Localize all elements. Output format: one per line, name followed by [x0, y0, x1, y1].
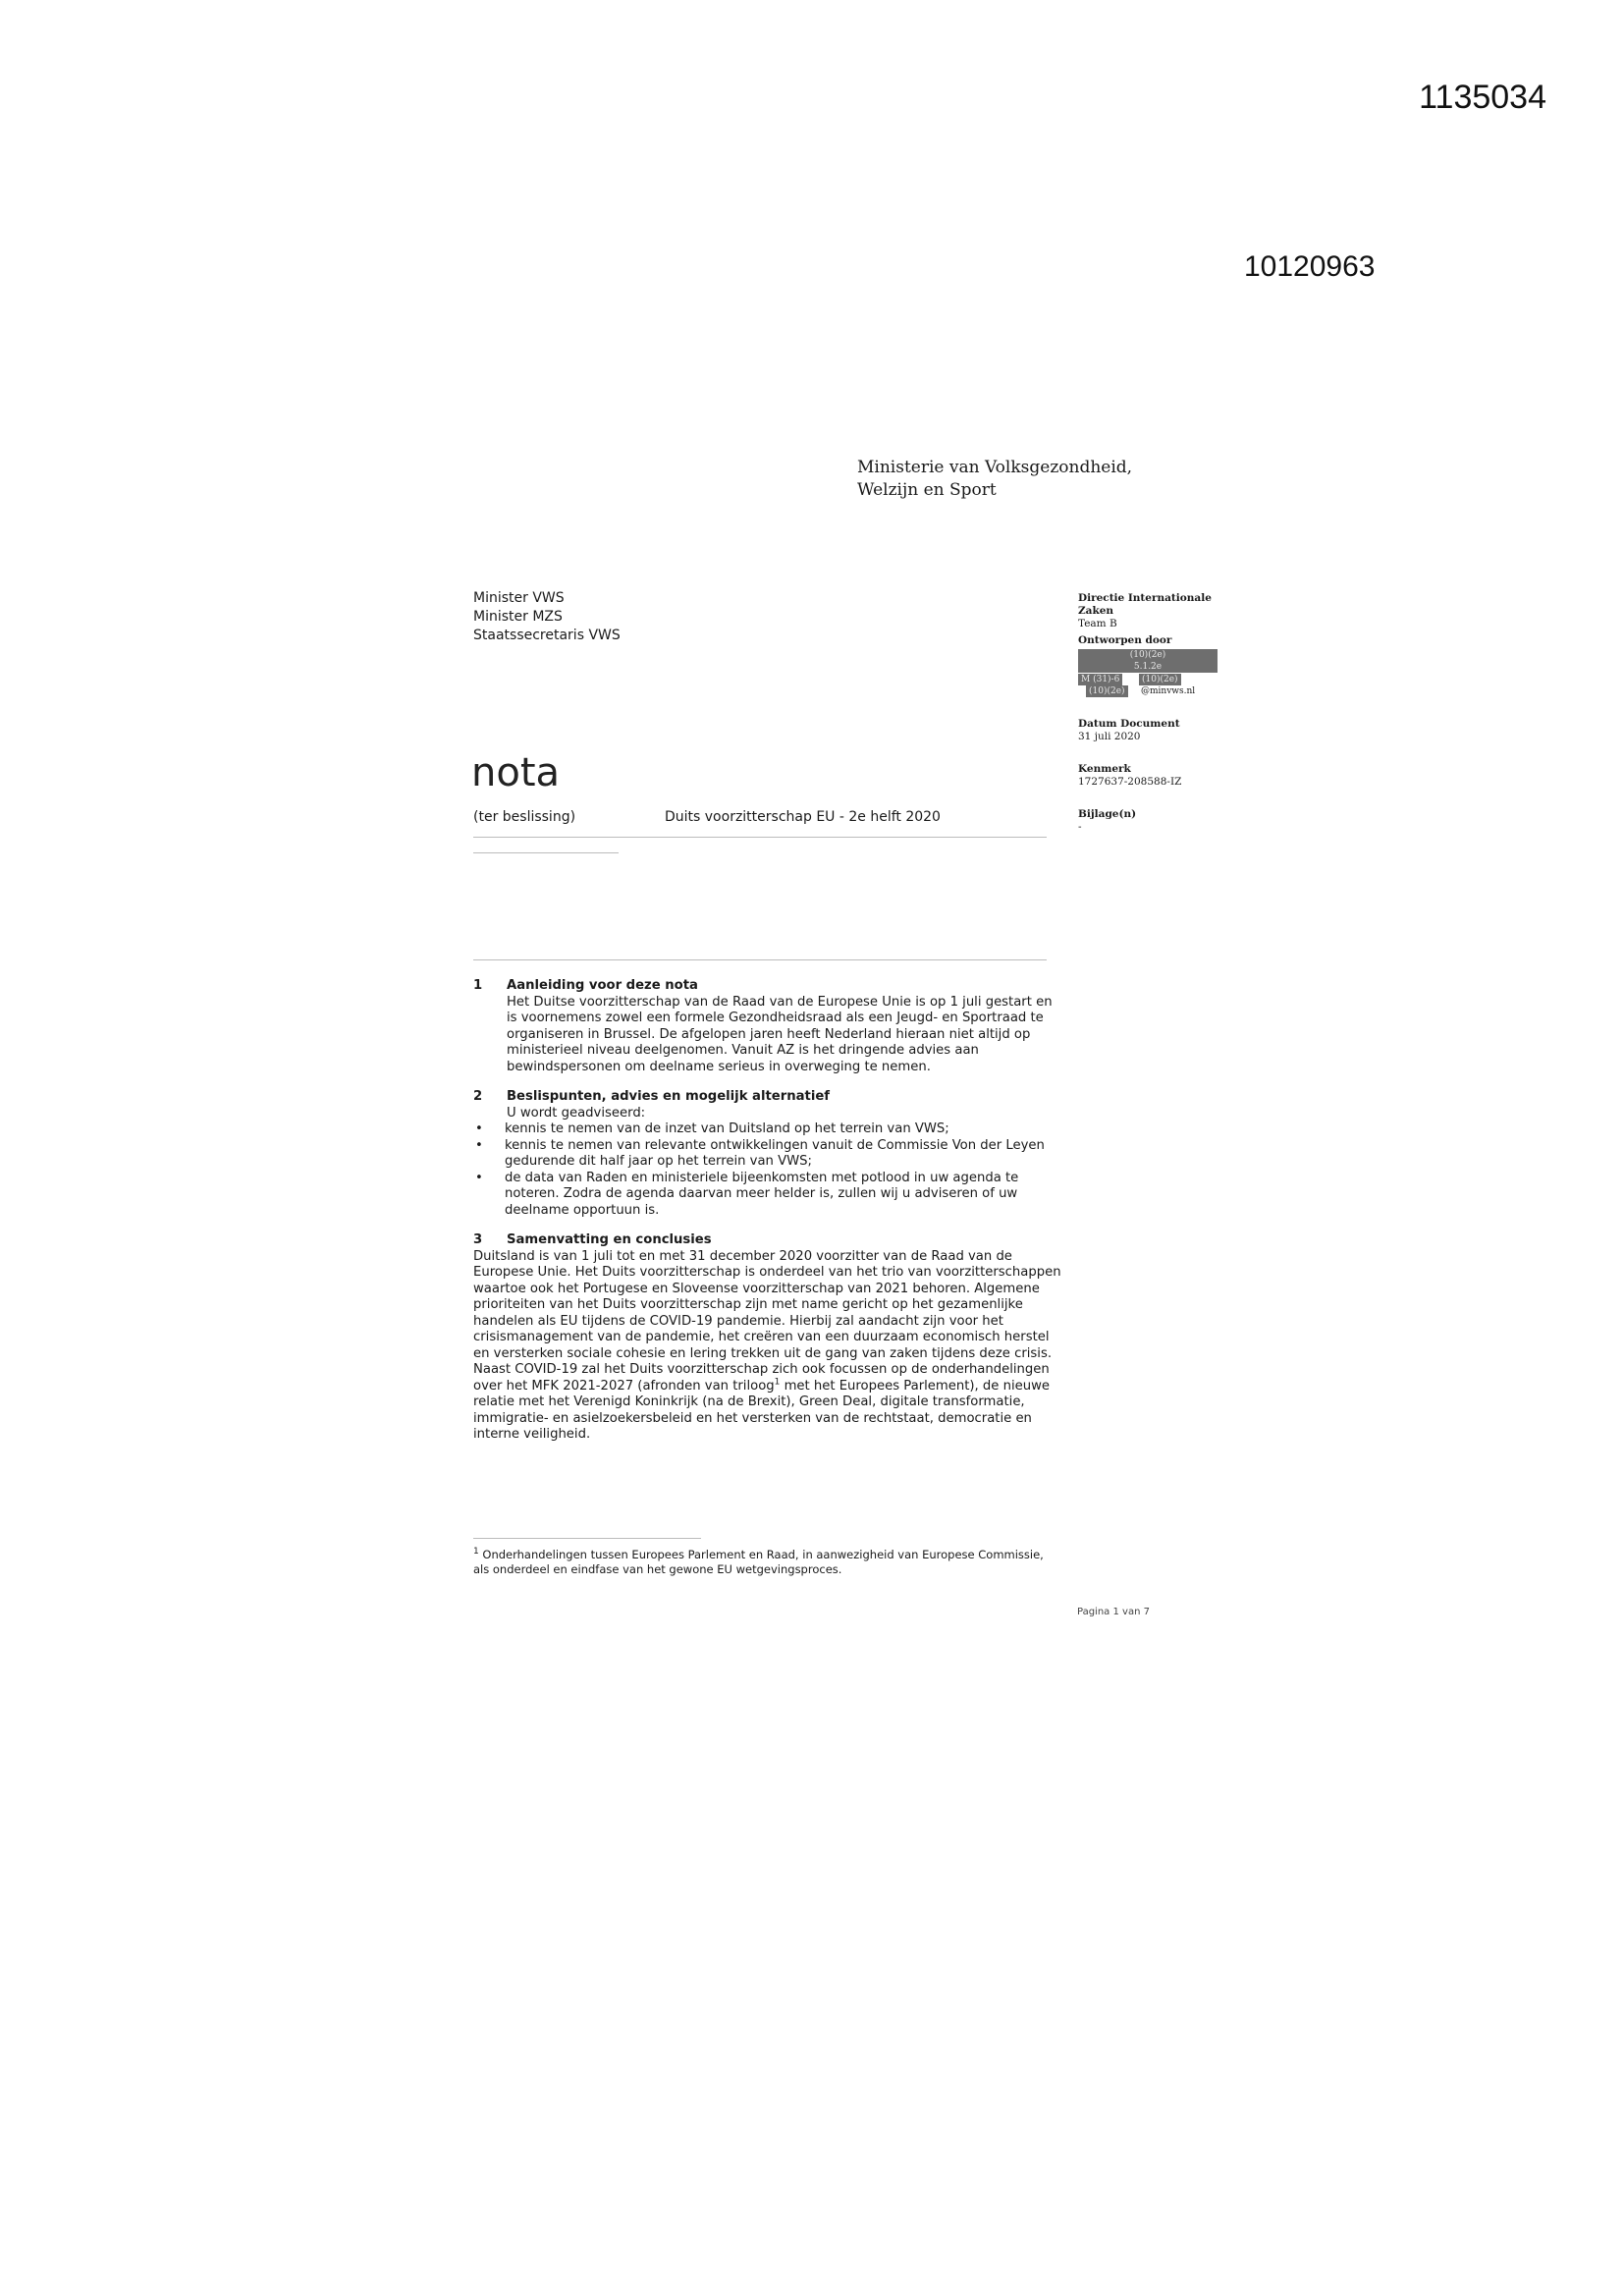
- footnote-text: Onderhandelingen tussen Europees Parlement en Raad, in aanwezigheid van Europese Commissie, als onderdeel en eindfase van het gewone EU wetgevingsproces.: [473, 1548, 1044, 1576]
- redaction-label: (10)(2e): [1129, 650, 1166, 660]
- addressee-block: [473, 589, 621, 645]
- summary-text-part-2: met het Europees Parlement), de nieuwe relatie met het Verenigd Koninkrijk (na de Brexit), Green Deal, digitale transformatie, immigratie- en asielzoekersbeleid en het versterken van de rechtstaat, democratie en interne veiligheid.: [473, 1378, 1050, 1442]
- bullet-icon: •: [475, 1170, 483, 1185]
- ministry-logo-text: [857, 457, 1132, 502]
- section-heading: [473, 978, 1062, 995]
- addressee: Staatssecretaris VWS: [473, 628, 621, 643]
- reference-number-stamp: 10120963: [1244, 250, 1376, 283]
- section-heading: [473, 1089, 1062, 1106]
- section-number: 2: [473, 1089, 483, 1104]
- body-divider: [473, 959, 1047, 960]
- designed-by-label: Ontworpen door: [1078, 634, 1172, 646]
- redacted-contact: [1078, 649, 1235, 698]
- section-number: 1: [473, 978, 483, 993]
- section-2: [473, 1089, 1062, 1219]
- section-1: [473, 978, 1062, 1075]
- ministry-line-2: Welzijn en Sport: [857, 480, 997, 500]
- advice-list: [473, 1121, 1062, 1219]
- bullet-icon: •: [475, 1121, 483, 1136]
- addressee: Minister VWS: [473, 590, 565, 606]
- document-title: nota: [471, 750, 561, 795]
- footnote: [473, 1548, 1062, 1577]
- document-status: (ter beslissing): [473, 809, 576, 825]
- ministry-line-1: Ministerie van Volksgezondheid,: [857, 458, 1133, 477]
- document-number-stamp: 1135034: [1419, 79, 1546, 116]
- title-divider: [473, 837, 1047, 838]
- footnote-reference: 1: [774, 1377, 781, 1388]
- attachments-label: Bijlage(n): [1078, 808, 1137, 820]
- short-divider: [473, 852, 619, 853]
- date-value: 31 juli 2020: [1078, 731, 1141, 742]
- section-intro: U wordt geadviseerd:: [507, 1105, 646, 1121]
- section-title: Samenvatting en conclusies: [507, 1232, 712, 1247]
- directorate-label: Directie Internationale: [1078, 592, 1212, 604]
- date-label: Datum Document: [1078, 718, 1180, 730]
- footnote-divider: [473, 1538, 701, 1539]
- list-item: [473, 1138, 1062, 1171]
- redaction-label: (10)(2e): [1139, 674, 1181, 685]
- redaction-label: 5.1.2e: [1133, 662, 1163, 672]
- list-item-text: kennis te nemen van relevante ontwikkelingen vanuit de Commissie Von der Leyen gedurende dit half jaar op het terrein van VWS;: [505, 1137, 1045, 1169]
- addressee: Minister MZS: [473, 609, 563, 625]
- section-heading: [473, 1232, 1062, 1249]
- bullet-icon: •: [475, 1137, 483, 1153]
- list-item-text: kennis te nemen van de inzet van Duitsland op het terrein van VWS;: [505, 1121, 949, 1136]
- document-body: [473, 978, 1062, 1457]
- section-3: [473, 1232, 1062, 1444]
- document-subject: Duits voorzitterschap EU - 2e helft 2020: [665, 809, 941, 825]
- document-sidebar: [1078, 592, 1235, 853]
- redaction-label: M (31)-6: [1078, 674, 1122, 685]
- reference-value: 1727637-208588-IZ: [1078, 776, 1182, 788]
- section-title: Aanleiding voor deze nota: [507, 978, 698, 993]
- footnote-number: 1: [473, 1547, 479, 1558]
- page-number: Pagina 1 van 7: [1077, 1607, 1150, 1617]
- redaction-box: [1078, 649, 1218, 673]
- summary-text-part-1: Duitsland is van 1 juli tot en met 31 december 2020 voorzitter van de Raad van de Europese Unie. Het Duits voorzitterschap is onderdeel van het trio van voorzitterschappen waartoe ook het Portugese en Sloveense voorzitterschap van 2021 behoren. Algemene prioriteiten van het Duits voorzitterschap zijn met name gericht op het gezamenlijke handelen als EU tijdens de COVID-19 pandemie. Hierbij zal aandacht zijn voor het crisismanagement van de pandemie, het creëren van een duurzaam economisch herstel en versterken sociale cohesie en lering trekken uit de gang van zaken tijdens deze crisis. Naast COVID-19 zal het Duits voorzitterschap zich ook focussen op de onderhandelingen over het MFK 2021-2027 (afronden van triloog: [473, 1248, 1061, 1394]
- list-item: [473, 1171, 1062, 1220]
- directorate-label-2: Zaken: [1078, 605, 1114, 617]
- reference-label: Kenmerk: [1078, 763, 1131, 775]
- section-title: Beslispunten, advies en mogelijk alternatief: [507, 1089, 831, 1104]
- section-text: Het Duitse voorzitterschap van de Raad van de Europese Unie is op 1 juli gestart en is voornemens zowel een formele Gezondheidsraad als een Jeugd- en Sportraad te organiseren in Brussel. De afgelopen jaren heeft Nederland hieraan niet altijd op ministerieel niveau deelgenomen. Vanuit AZ is het dringende advies aan bewindspersonen om deelname serieus in overweging te nemen.: [507, 994, 1053, 1074]
- attachments-value: -: [1078, 821, 1082, 833]
- section-text: [473, 1249, 1062, 1444]
- section-number: 3: [473, 1232, 483, 1247]
- list-item: [473, 1121, 1062, 1138]
- list-item-text: de data van Raden en ministeriele bijeenkomsten met potlood in uw agenda te noteren. Zodra de agenda daarvan meer helder is, zullen wij u adviseren of uw deelname opportuun is.: [505, 1170, 1019, 1218]
- team-name: Team B: [1078, 618, 1117, 629]
- redaction-label: (10)(2e): [1086, 685, 1128, 697]
- email-domain: @minvws.nl: [1141, 686, 1196, 696]
